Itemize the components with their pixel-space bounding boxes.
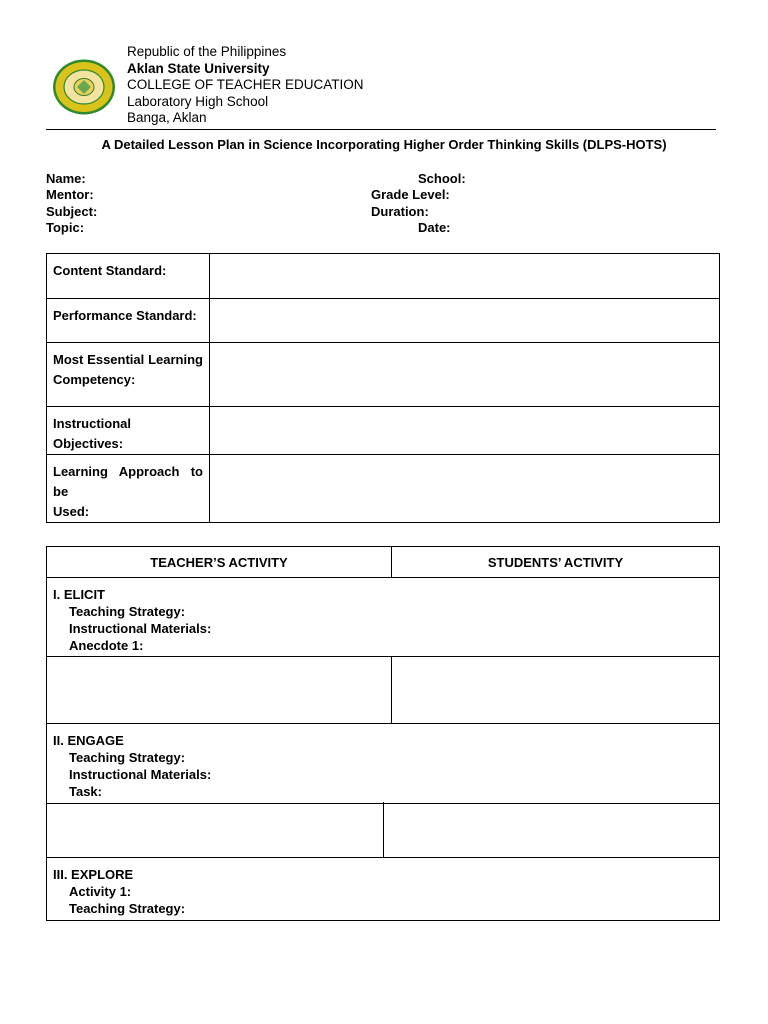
engage-section [47,724,720,804]
header-college: COLLEGE OF TEACHER EDUCATION [127,77,364,93]
learning-approach-label-line: Used: [53,504,90,519]
field-mentor: Mentor: [46,187,94,202]
performance-standard-label: Performance Standard: [47,299,210,343]
standards-row [47,299,720,343]
header-university: Aklan State University [127,60,270,76]
elicit-student-cell [392,657,720,724]
section-title: I. ELICIT [53,587,105,602]
field-date: Date: [418,220,451,235]
section-item: Anecdote 1: [69,638,144,653]
section-item: Task: [69,784,102,799]
field-topic: Topic: [46,220,85,235]
engage-teacher-cell [47,802,384,857]
elicit-teacher-cell [47,657,392,724]
explore-section [47,857,720,920]
standards-row [47,254,720,299]
learning-approach-label-line: Learning Approach to be [53,464,203,499]
competency-label [47,343,210,407]
header-block [127,44,364,127]
objectives-label: Instructional Objectives: [47,407,210,455]
students-activity-header: STUDENTS’ ACTIVITY [392,547,720,578]
learning-approach-label [47,455,210,523]
section-title: III. EXPLORE [53,866,134,882]
header-address: Banga, Aklan [127,110,207,126]
standards-table [46,253,720,523]
engage-activity-table [46,802,720,921]
header-school: Laboratory High School [127,93,269,109]
standards-row [47,455,720,523]
objectives-cell [210,407,720,455]
elicit-section [47,578,720,657]
section-item: Teaching Strategy: [69,604,186,619]
field-grade-level: Grade Level: [371,187,450,202]
engage-section-row [47,724,720,804]
field-school: School: [418,171,466,186]
competency-label-line: Competency: [53,372,136,387]
explore-section-row [47,857,720,920]
learning-approach-cell [210,455,720,523]
field-subject: Subject: [46,204,98,219]
field-duration: Duration: [371,204,429,219]
section-title: II. ENGAGE [53,733,124,748]
university-seal-logo [51,58,117,116]
section-item: Activity 1: [69,883,132,899]
section-item: Teaching Strategy: [69,900,186,916]
competency-label-line: Most Essential Learning [53,352,203,367]
section-item: Instructional Materials: [69,767,212,782]
activity-table [46,546,720,804]
section-item: Instructional Materials: [69,621,212,636]
section-item: Teaching Strategy: [69,750,186,765]
elicit-activity-row [47,657,720,724]
competency-cell [210,343,720,407]
content-standard-label: Content Standard: [47,254,210,299]
header-country: Republic of the Philippines [127,44,287,59]
engage-student-cell [384,802,720,857]
teachers-activity-header: TEACHER’S ACTIVITY [47,547,392,578]
elicit-section-row [47,578,720,657]
document-title: A Detailed Lesson Plan in Science Incorporating Higher Order Thinking Skills (DLPS-HOTS) [101,137,667,152]
field-name: Name: [46,171,86,186]
activity-header-row [47,547,720,578]
standards-row [47,407,720,455]
performance-standard-cell [210,299,720,343]
content-standard-cell [210,254,720,299]
header-divider [46,129,716,130]
standards-row [47,343,720,407]
engage-activity-row [47,802,720,857]
